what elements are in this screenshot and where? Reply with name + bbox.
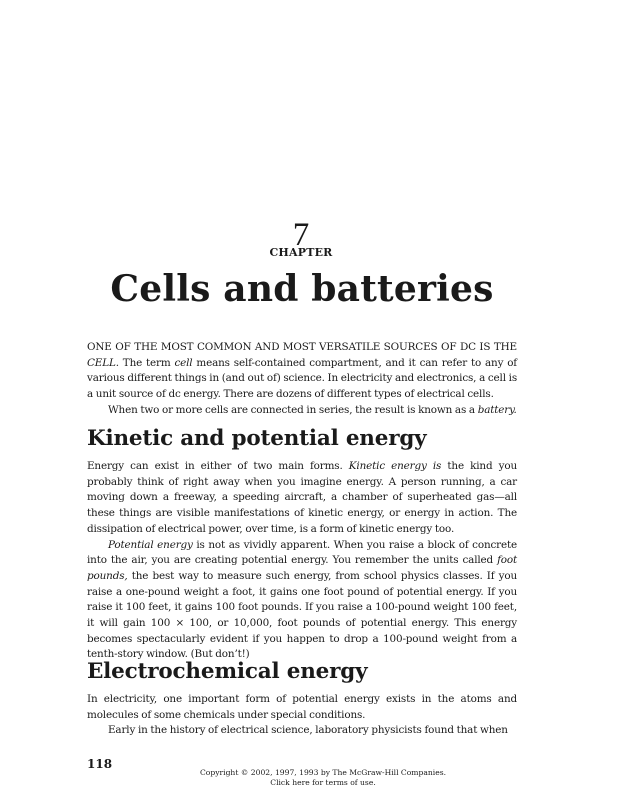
intro-lead-emphasis: CELL.: [87, 356, 119, 369]
kinetic-section: [87, 425, 517, 663]
terms-of-use-link[interactable]: Click here for terms of use.: [270, 778, 376, 787]
potential-energy-term: Potential energy: [108, 538, 193, 551]
section-heading-electrochemical: Electrochemical energy: [87, 659, 368, 684]
section-heading-kinetic: Kinetic and potential energy: [87, 426, 427, 451]
intro-text-2: means self-contained compartment, and it can refer to any of various different things in (and out of) science. In electricity and electronics, a cell is a unit source of dc energy. There are dozens of different types of electrical cells.: [87, 356, 518, 401]
cell-term: cell: [174, 356, 193, 369]
intro-section: [87, 340, 517, 419]
kinetic-paragraph-2: [87, 538, 517, 664]
foot-pounds-term: foot pounds,: [87, 554, 517, 582]
electrochemical-section: [87, 658, 517, 739]
electrochemical-paragraph-2: Early in the history of electrical science, laboratory physicists found that when: [108, 724, 508, 737]
kinetic-energy-term: Kinetic energy is: [348, 460, 442, 472]
intro-lead: ONE OF THE MOST COMMON AND MOST VERSATILE SOURCES OF DC IS THE: [87, 341, 517, 353]
intro-p2-text: When two or more cells are connected in series, the result is known as a: [108, 403, 478, 416]
kinetic-p2-text-2: the best way to measure such energy, from school physics classes. If you raise a one-pound weight a foot, it gains one foot pound of potential energy. If you raise it 100 feet, it gains 100 foot pounds. If you raise a 100-pound weight 100 feet, it will gain 100 × 100, or 10,000, foot pounds of potential energy. This energy becomes spectacularly evident if you happen to drop a 100-pound weight from a tenth-story window. (But don’t!): [87, 569, 517, 661]
kinetic-p2-text-1: is not as vividly apparent. When you raise a block of concrete into the air, you are creating potential energy. You remember the units called: [87, 538, 517, 567]
battery-term: battery.: [477, 403, 517, 416]
chapter-number: 7: [292, 217, 310, 253]
chapter-label: CHAPTER: [269, 246, 333, 259]
page-number: 118: [87, 757, 113, 771]
intro-text-1: The term: [118, 356, 175, 369]
electrochemical-paragraph-1: In electricity, one important form of potential energy exists in the atoms and molecules of some chemicals under special conditions.: [87, 693, 517, 721]
copyright-text: Copyright © 2002, 1997, 1993 by The McGraw-Hill Companies.: [199, 768, 447, 777]
chapter-title: Cells and batteries: [110, 268, 494, 310]
kinetic-p1-text-1: Energy can exist in either of two main forms.: [87, 460, 349, 472]
kinetic-paragraph-1: [87, 459, 517, 538]
intro-paragraph-2: [87, 403, 517, 419]
intro-paragraph-1: [87, 340, 517, 403]
kinetic-p1-text-2: the kind you probably think of right away when you imagine energy. A person running, a car moving down a freeway, a speeding aircraft, a chamber of superheated gas—all these things are visible manifestations of kinetic energy, or energy in action. The dissipation of electrical power, over time, is a form of kinetic energy too.: [87, 460, 517, 535]
copyright-notice: [0, 768, 627, 788]
